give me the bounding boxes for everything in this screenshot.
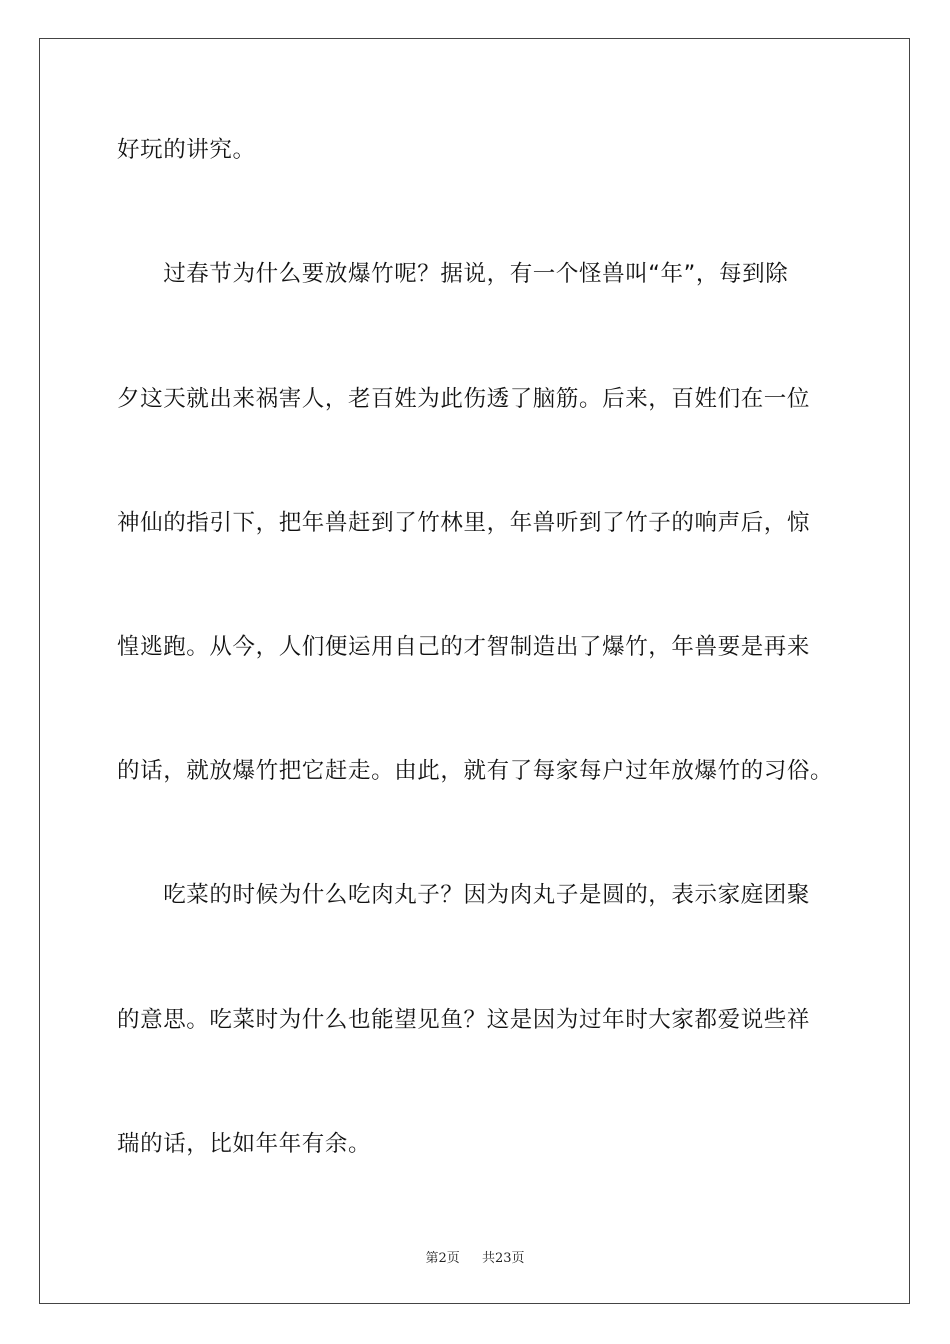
text-line-2: 过春节为什么要放爆竹呢？据说，有一个怪兽叫“年”，每到除	[117, 261, 789, 287]
page-total: 共23页	[482, 1251, 525, 1266]
text-line-6: 的话，就放爆竹把它赶走。由此，就有了每家每户过年放爆竹的习俗。	[117, 758, 834, 784]
text-line-8: 的意思。吃菜时为什么也能望见鱼？这是因为过年时大家都爱说些祥	[117, 1007, 811, 1033]
text-line-9: 瑞的话，比如年年有余。	[117, 1131, 372, 1157]
text-line-3: 夕这天就出来祸害人，老百姓为此伤透了脑筋。后来，百姓们在一位	[117, 386, 811, 412]
page-footer	[0, 1247, 950, 1266]
page-number: 第2页	[425, 1251, 460, 1266]
text-line-4: 神仙的指引下，把年兽赶到了竹林里，年兽听到了竹子的响声后，惊	[117, 510, 811, 536]
text-line-7: 吃菜的时候为什么吃肉丸子？因为肉丸子是圆的，表示家庭团聚	[117, 882, 811, 908]
text-line-5: 惶逃跑。从今，人们便运用自己的才智制造出了爆竹，年兽要是再来	[117, 634, 811, 660]
text-line-1: 好玩的讲究。	[117, 137, 256, 163]
page-border	[39, 38, 910, 1304]
